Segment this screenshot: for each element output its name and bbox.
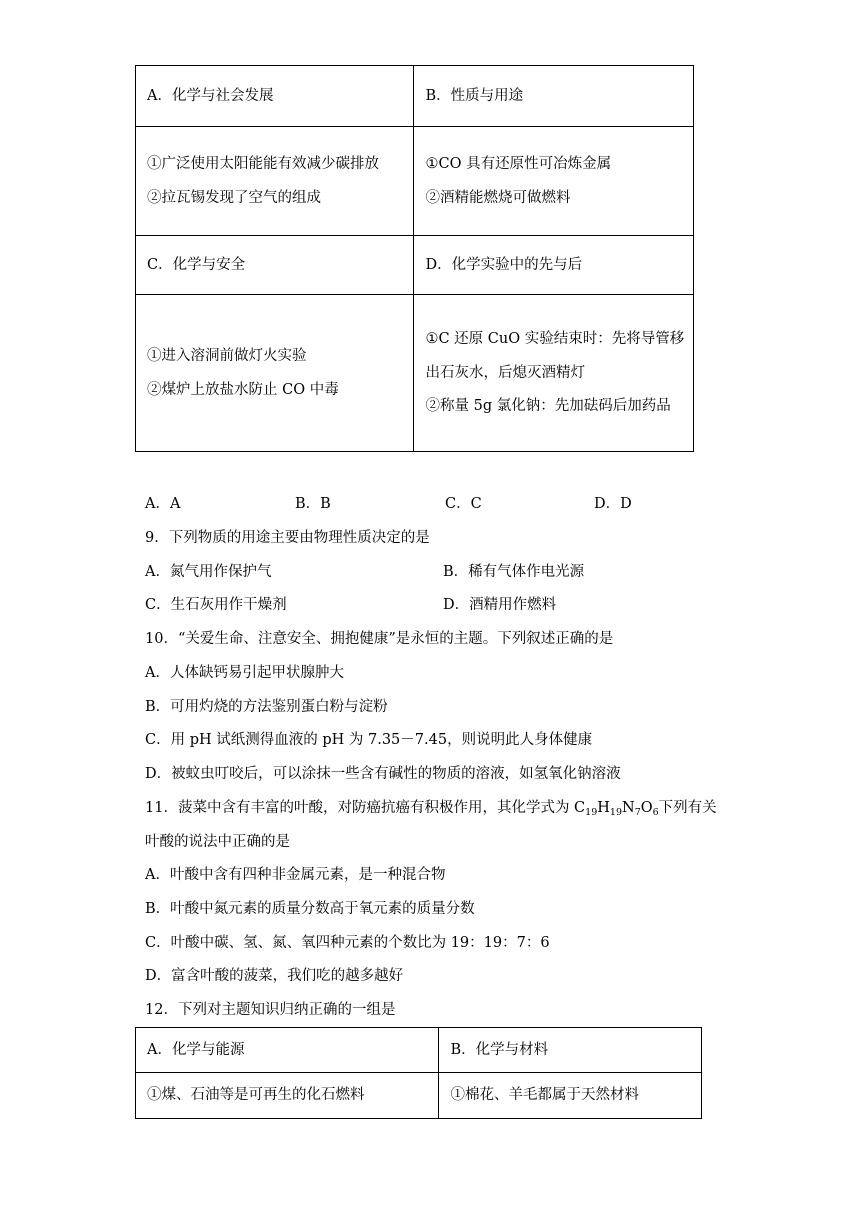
- cell-text: D．化学实验中的先与后: [425, 256, 583, 273]
- table-row: [136, 236, 694, 295]
- table-row: [136, 1028, 702, 1073]
- table-cell: [136, 1073, 439, 1119]
- table-cell: [414, 127, 694, 236]
- option-b[interactable]: B．稀有气体作电光源: [443, 564, 585, 580]
- cell-text: ②酒精能燃烧可做燃料: [425, 189, 571, 206]
- cell-text: ②煤炉上放盐水防止 CO 中毒: [147, 381, 339, 398]
- cell-text: B．性质与用途: [425, 87, 524, 104]
- table-cell: [439, 1073, 702, 1119]
- question-stem: 12．下列对主题知识归纳正确的一组是: [145, 1002, 396, 1018]
- option-d[interactable]: D．被蚊虫叮咬后，可以涂抹一些含有碱性的物质的溶液，如氢氧化钠溶液: [145, 766, 621, 782]
- table-row: [136, 295, 694, 452]
- option-a[interactable]: A．叶酸中含有四种非金属元素，是一种混合物: [145, 867, 446, 883]
- option-c[interactable]: C．叶酸中碳、氢、氮、氧四种元素的个数比为 19：19：7：6: [145, 935, 550, 951]
- option-a[interactable]: A．氮气用作保护气: [145, 564, 272, 580]
- table-row: [136, 66, 694, 127]
- subscript: 7: [634, 807, 641, 818]
- table-cell: [136, 66, 414, 127]
- option-d[interactable]: D．酒精用作燃料: [443, 597, 557, 613]
- cell-text: ①煤、石油等是可再生的化石燃料: [147, 1087, 365, 1104]
- option-d[interactable]: D．D: [594, 496, 632, 512]
- table-row: [136, 1073, 702, 1119]
- table-cell: [136, 295, 414, 452]
- table-cell: [136, 236, 414, 295]
- cell-text: A．化学与社会发展: [147, 87, 274, 104]
- cell-text: ①广泛使用太阳能能有效减少碳排放: [147, 156, 379, 172]
- subscript: 19: [585, 807, 598, 818]
- subscript: 19: [609, 807, 622, 818]
- cell-text: ①进入溶洞前做灯火实验: [147, 348, 307, 364]
- table-cell: [414, 236, 694, 295]
- element-symbol: H: [597, 800, 610, 816]
- question-stem-continued: 叶酸的说法中正确的是: [145, 834, 290, 850]
- cell-text: ②拉瓦锡发现了空气的组成: [147, 189, 321, 206]
- option-c[interactable]: C．用 pH 试纸测得血液的 pH 为 7.35－7.45，则说明此人身体健康: [145, 732, 593, 748]
- cell-text: ①C 还原 CuO 实验结束时：先将导管移: [425, 331, 685, 348]
- option-c[interactable]: C．生石灰用作干燥剂: [145, 597, 287, 613]
- cell-text: A．化学与能源: [147, 1041, 245, 1058]
- option-a[interactable]: A．人体缺钙易引起甲状腺肿大: [145, 665, 344, 681]
- stem-text: 11．菠菜中含有丰富的叶酸，对防癌抗癌有积极作用，其化学式为 C: [145, 800, 586, 816]
- table-row: [136, 127, 694, 236]
- cell-text: C．化学与安全: [147, 256, 246, 273]
- table-cell: [136, 1028, 439, 1073]
- option-a[interactable]: A．A: [145, 496, 181, 512]
- option-b[interactable]: B．B: [295, 496, 331, 512]
- cell-text: 出石灰水，后熄灭酒精灯: [425, 364, 585, 381]
- element-symbol: O: [640, 800, 653, 816]
- cell-text: B．化学与材料: [450, 1041, 549, 1058]
- question-stem: [145, 801, 717, 816]
- cell-text: ①CO 具有还原性可冶炼金属: [425, 156, 612, 172]
- option-c[interactable]: C．C: [445, 496, 482, 512]
- option-b[interactable]: B．叶酸中氮元素的质量分数高于氧元素的质量分数: [145, 901, 475, 917]
- stem-text: 下列有关: [658, 800, 717, 816]
- question-stem: 9．下列物质的用途主要由物理性质决定的是: [145, 530, 430, 546]
- question-stem: 10．“关爱生命、注意安全、拥抱健康”是永恒的主题。下列叙述正确的是: [145, 631, 614, 647]
- table-cell: [136, 127, 414, 236]
- option-d[interactable]: D．富含叶酸的菠菜，我们吃的越多越好: [145, 968, 404, 984]
- q12-knowledge-table: [135, 1027, 702, 1119]
- table-cell: [439, 1028, 702, 1073]
- cell-text: ①棉花、羊毛都属于天然材料: [450, 1087, 639, 1104]
- cell-text: ②称量 5g 氯化钠：先加砝码后加药品: [425, 398, 671, 415]
- element-symbol: N: [622, 800, 635, 816]
- subscript: 6: [652, 807, 659, 818]
- option-b[interactable]: B．可用灼烧的方法鉴别蛋白粉与淀粉: [145, 699, 388, 715]
- q8-knowledge-table: [135, 65, 694, 452]
- table-cell: [414, 66, 694, 127]
- table-cell: [414, 295, 694, 452]
